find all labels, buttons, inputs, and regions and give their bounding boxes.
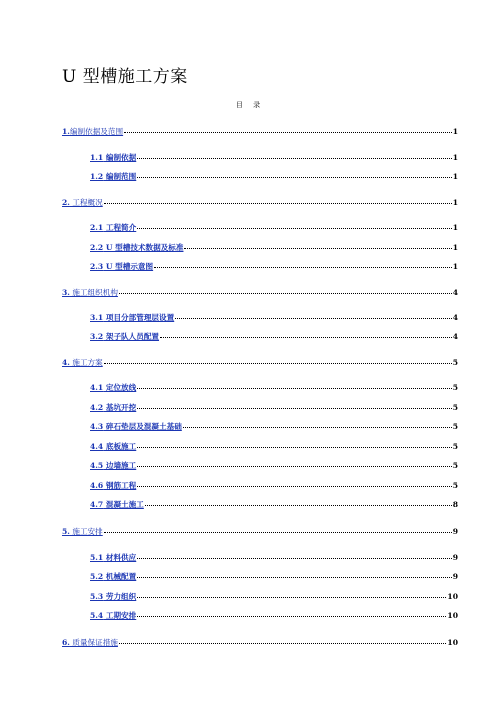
toc-entry-text: 工程概况	[69, 198, 103, 207]
toc-entry-number: 1.2	[90, 172, 104, 181]
toc-dot-leader	[175, 310, 451, 319]
toc-page-number: 8	[452, 500, 458, 509]
toc-page-number: 5	[452, 403, 458, 412]
toc-entry-number: 4.2	[90, 403, 104, 412]
toc-entry-number: 5.1	[90, 553, 104, 562]
toc-entry-text: 编制范围	[103, 172, 137, 181]
toc-entry-number: 4.5	[90, 461, 104, 470]
toc-entry[interactable]	[62, 636, 458, 646]
toc-entry-number: 4.	[62, 358, 70, 367]
toc-entry-text: 编制依据及范围	[69, 127, 124, 136]
toc-entry-number: 4.6	[90, 481, 104, 490]
toc-dot-leader	[137, 150, 451, 159]
toc-page-number: 1	[452, 198, 458, 207]
toc-entry[interactable]	[90, 221, 458, 231]
toc-entry-link[interactable]	[90, 572, 136, 582]
toc-entry-link[interactable]	[90, 223, 136, 233]
toc-entry-number: 1.	[62, 127, 70, 136]
toc-entry-text: 钢筋工程	[103, 481, 137, 490]
toc-entry-number: 5.3	[90, 592, 104, 601]
toc-entry-link[interactable]	[90, 332, 159, 342]
toc-entry-number: 3.	[62, 288, 70, 297]
toc-entry-link[interactable]	[90, 172, 136, 182]
toc-entry-link[interactable]	[90, 553, 136, 563]
toc-entry[interactable]	[90, 420, 458, 430]
toc-entry[interactable]	[90, 381, 458, 391]
toc-entry-number: 5.4	[90, 611, 104, 620]
toc-dot-leader	[137, 589, 446, 598]
toc-entry[interactable]	[90, 498, 458, 508]
toc-entry-link[interactable]	[90, 262, 153, 272]
toc-entry-text: 工程简介	[103, 223, 137, 232]
toc-entry-link[interactable]	[90, 313, 174, 323]
toc-entry-text: 架子队人员配置	[103, 332, 160, 341]
toc-entry[interactable]	[90, 260, 458, 270]
toc-entry-link[interactable]	[62, 288, 118, 298]
toc-entry-text: 底板施工	[103, 442, 137, 451]
toc-entry-number: 2.1	[90, 223, 104, 232]
toc-dot-leader	[124, 124, 452, 133]
toc-entry-text: 定位放线	[103, 383, 137, 392]
toc-entry-text: 基坑开挖	[103, 403, 137, 412]
toc-entry-number: 4.4	[90, 442, 104, 451]
toc-entry-number: 2.	[62, 198, 70, 207]
toc-dot-leader	[145, 497, 452, 506]
toc-entry-text: 碎石垫层及混凝土基础	[103, 422, 182, 431]
toc-page-number: 10	[447, 611, 458, 620]
toc-entry-text: U 型槽技术数据及标准	[103, 243, 184, 252]
toc-entry[interactable]	[62, 196, 458, 206]
toc-page-number: 5	[452, 383, 458, 392]
toc-entry-text: 混凝土施工	[103, 500, 144, 509]
toc-entry-text: 劳力组织	[103, 592, 137, 601]
toc-entry[interactable]	[62, 286, 458, 296]
toc-entry-number: 1.1	[90, 153, 104, 162]
toc-entry-text: 施工安排	[69, 527, 103, 536]
toc-entry-link[interactable]	[62, 358, 103, 368]
toc-page-number: 5	[452, 442, 458, 451]
toc-page-number: 4	[452, 313, 458, 322]
toc-dot-leader	[137, 439, 451, 448]
toc-page-number: 4	[452, 332, 458, 341]
toc-heading: 目 录	[235, 101, 265, 109]
toc-dot-leader	[137, 569, 451, 578]
toc-entry-link[interactable]	[90, 442, 136, 452]
toc-entry-number: 3.1	[90, 313, 104, 322]
toc-entry-number: 2.2	[90, 243, 104, 252]
toc-dot-leader	[137, 400, 451, 409]
document-title: U 型槽施工方案	[62, 67, 188, 87]
toc-entry[interactable]	[90, 401, 458, 411]
toc-dot-leader	[137, 550, 451, 559]
toc-entry-number: 3.2	[90, 332, 104, 341]
toc-page-number: 1	[452, 172, 458, 181]
toc-page-number: 4	[452, 288, 458, 297]
toc-entry[interactable]	[90, 570, 458, 580]
toc-page-number: 1	[452, 127, 458, 136]
toc-entry-text: 质量保证措施	[69, 638, 118, 647]
toc-dot-leader	[183, 419, 452, 428]
toc-page-number: 5	[452, 358, 458, 367]
toc-page-number: 10	[447, 592, 458, 601]
toc-dot-leader	[137, 220, 451, 229]
toc-dot-leader	[119, 285, 452, 294]
toc-entry-number: 2.3	[90, 262, 104, 271]
toc-entry[interactable]	[90, 330, 458, 340]
toc-entry-text: 编制依据	[103, 153, 137, 162]
toc-entry-number: 6.	[62, 638, 70, 647]
toc-entry-link[interactable]	[62, 527, 103, 537]
toc-page-number: 10	[447, 638, 458, 647]
toc-entry-link[interactable]	[90, 461, 136, 471]
toc-entry-number: 5.	[62, 527, 70, 536]
toc-dot-leader	[119, 635, 447, 644]
toc-page-number: 5	[452, 481, 458, 490]
toc-entry-link[interactable]	[90, 153, 136, 163]
toc-entry[interactable]	[90, 551, 458, 561]
toc-entry-link[interactable]	[90, 611, 136, 621]
toc-entry-text: 施工方案	[69, 358, 103, 367]
toc-entry-link[interactable]	[90, 383, 136, 393]
toc-entry-text: U 型槽示意图	[103, 262, 154, 271]
toc-entry[interactable]	[90, 311, 458, 321]
toc-entry-number: 4.7	[90, 500, 104, 509]
toc-dot-leader	[104, 195, 452, 204]
toc-entry[interactable]	[62, 356, 458, 366]
toc-entry-link[interactable]	[90, 403, 136, 413]
toc-page-number: 1	[452, 243, 458, 252]
toc-entry-link[interactable]	[90, 592, 136, 602]
toc-entry-link[interactable]	[90, 500, 144, 510]
toc-entry-number: 5.2	[90, 572, 104, 581]
toc-entry-link[interactable]	[90, 422, 182, 432]
toc-dot-leader	[137, 169, 451, 178]
toc-dot-leader	[137, 608, 446, 617]
toc-dot-leader	[160, 329, 452, 338]
toc-entry-link[interactable]	[90, 243, 183, 253]
toc-entry-text: 工期安排	[103, 611, 137, 620]
toc-page-number: 1	[452, 223, 458, 232]
toc-entry[interactable]	[90, 459, 458, 469]
toc-page-number: 5	[452, 422, 458, 431]
toc-entry-text: 材料供应	[103, 553, 137, 562]
toc-entry-link[interactable]	[62, 127, 123, 137]
toc-entry[interactable]	[62, 525, 458, 535]
toc-dot-leader	[137, 458, 451, 467]
toc-page-number: 1	[452, 153, 458, 162]
toc-entry-link[interactable]	[62, 638, 118, 648]
toc-page-number: 9	[452, 527, 458, 536]
toc-entry[interactable]	[90, 609, 458, 619]
toc-page-number: 9	[452, 572, 458, 581]
toc-entry-number: 4.1	[90, 383, 104, 392]
toc-entry-link[interactable]	[62, 198, 103, 208]
toc-entry-text: 施工组织机构	[69, 288, 118, 297]
toc-entry[interactable]	[62, 125, 458, 135]
toc-entry-text: 边墙施工	[103, 461, 137, 470]
toc-dot-leader	[137, 380, 451, 389]
toc-entry-number: 4.3	[90, 422, 104, 431]
toc-entry-text: 机械配置	[103, 572, 137, 581]
toc-page-number: 5	[452, 461, 458, 470]
toc-dot-leader	[104, 355, 452, 364]
toc-dot-leader	[137, 478, 451, 487]
toc-dot-leader	[184, 240, 451, 249]
toc-entry[interactable]	[90, 440, 458, 450]
toc-entry[interactable]	[90, 170, 458, 180]
toc-page-number: 9	[452, 553, 458, 562]
toc-entry[interactable]	[90, 590, 458, 600]
toc-entry[interactable]	[90, 241, 458, 251]
toc-entry-text: 项目分部管理层设置	[103, 313, 175, 322]
toc-page-number: 1	[452, 262, 458, 271]
toc-dot-leader	[104, 524, 452, 533]
toc-entry[interactable]	[90, 479, 458, 489]
toc-entry-link[interactable]	[90, 481, 136, 491]
toc-entry[interactable]	[90, 151, 458, 161]
toc-dot-leader	[154, 259, 452, 268]
